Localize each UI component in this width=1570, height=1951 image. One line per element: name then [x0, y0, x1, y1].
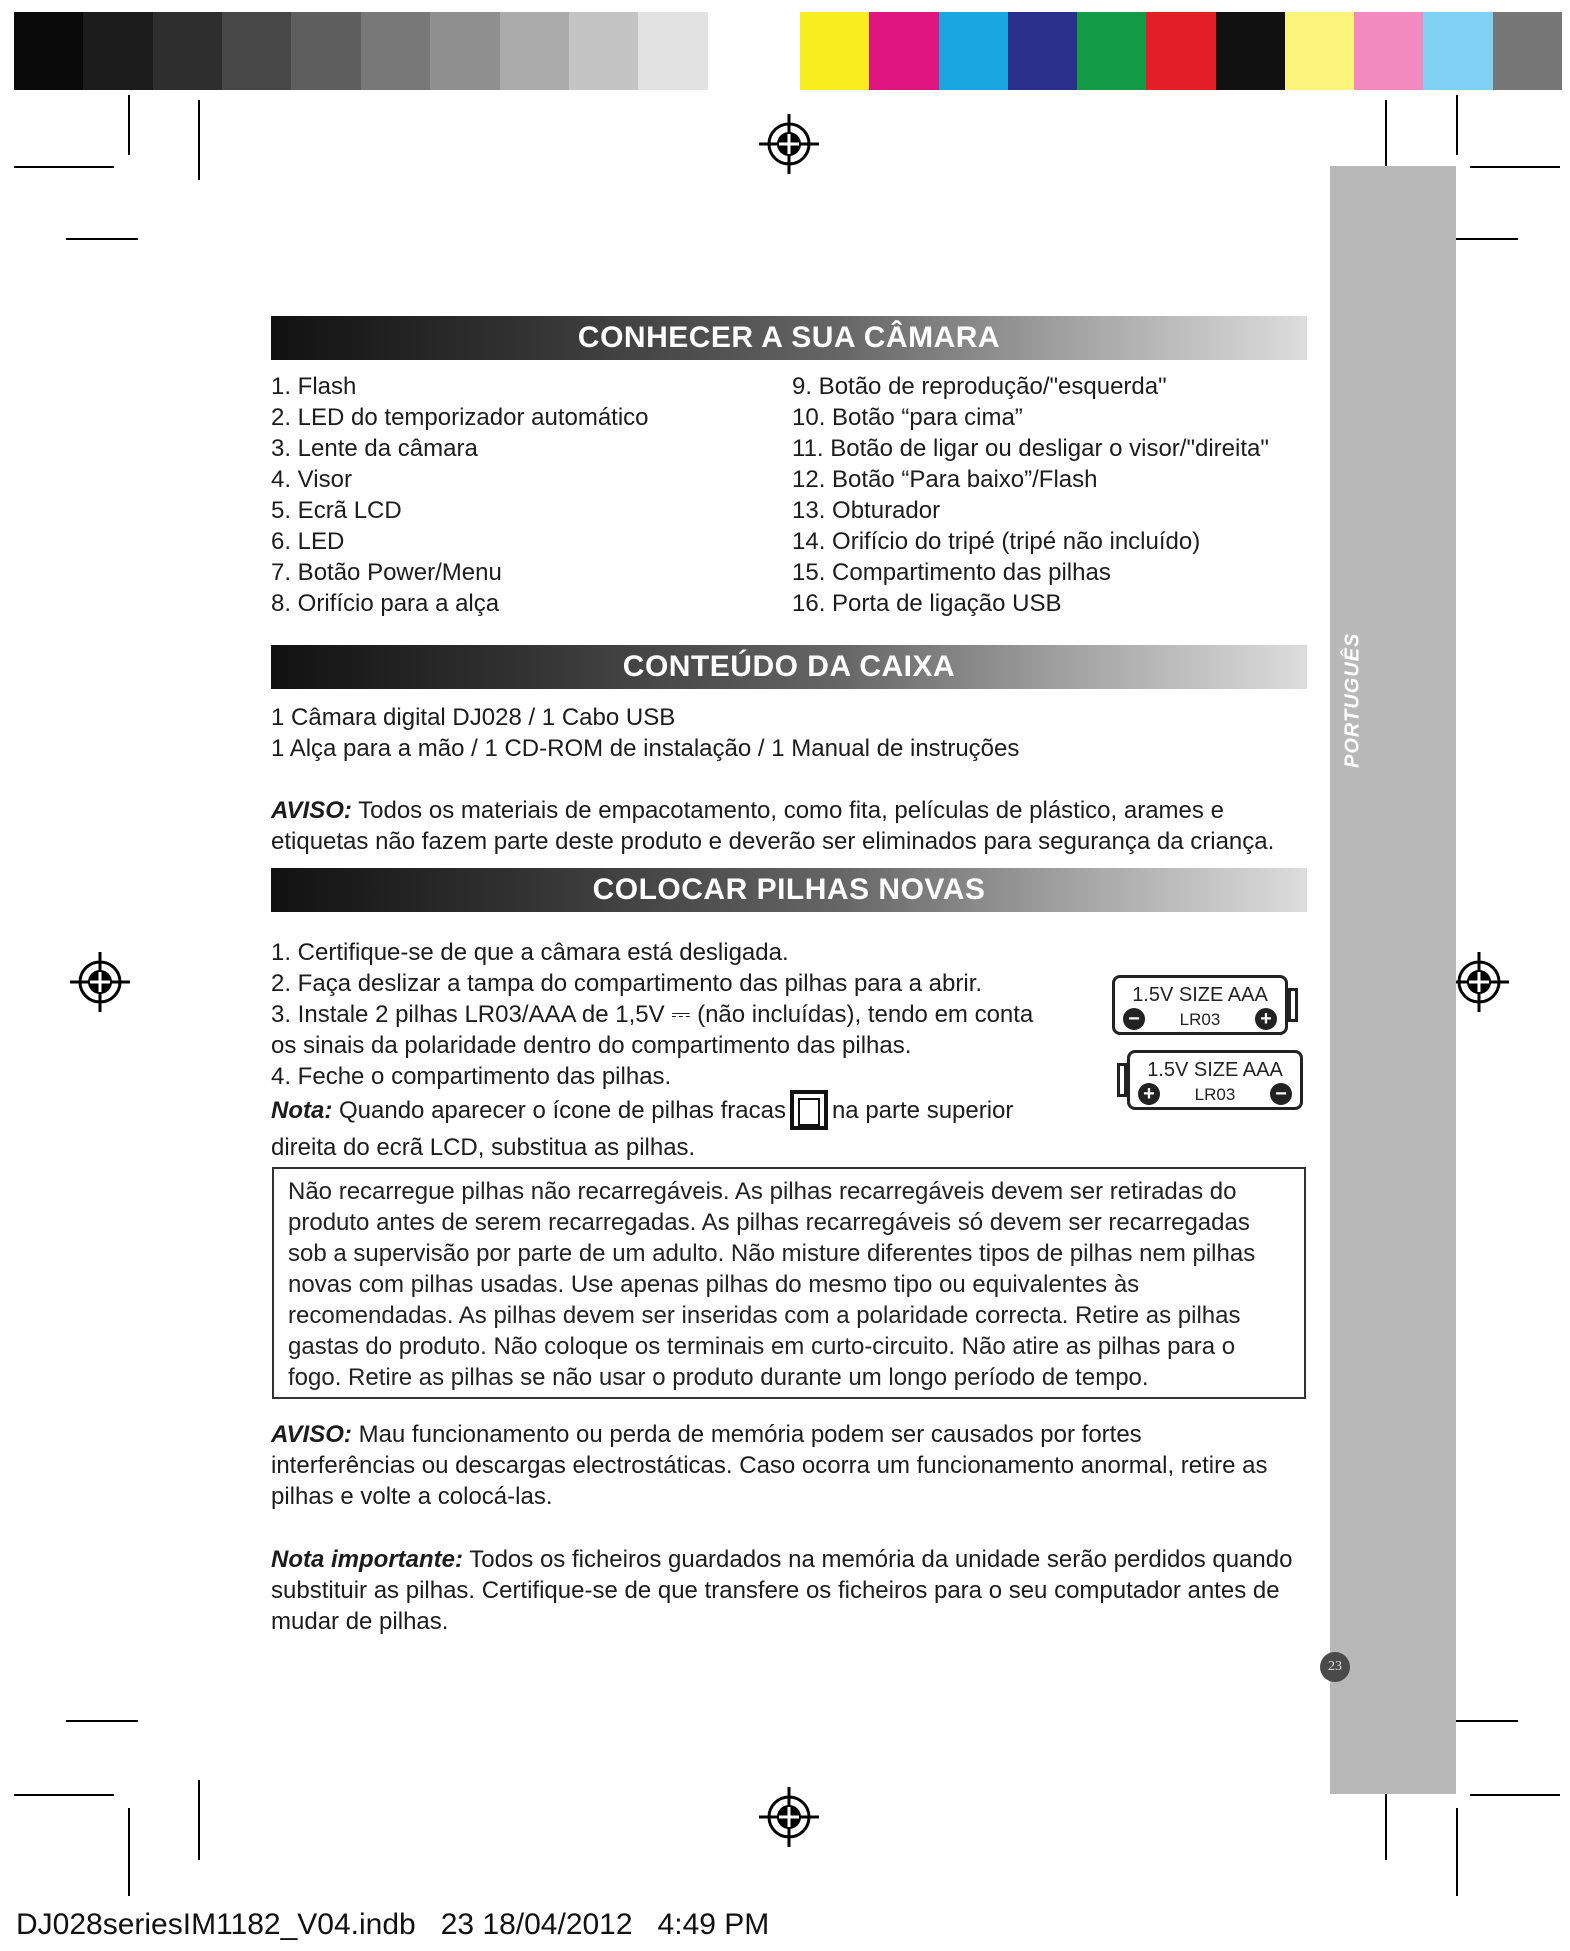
battery-safety-text: Não recarregue pilhas não recarregáveis. As pilhas recarregáveis devem ser retiradas do produto antes de serem recarregadas. As pilhas recarregáveis só devem ser recarregadas sob a supervisão por parte de um adulto. Não misture diferentes tipos de pilhas nem pilhas novas com pilhas usadas. Use apenas pilhas do mesmo tipo ou equivalentes às recomendadas. As pilhas devem ser inseridas com a polaridade correcta. Retire as pilhas gastas do produto. Não coloque os terminais em curto-circuito. Não atire as pilhas para o fogo. Retire as pilhas se não usar o produto durante um longo período de tempo. [288, 1178, 1256, 1391]
gray-swatch [14, 12, 83, 90]
battery-size-label: 1.5V SIZE AAA [1132, 984, 1268, 1006]
important-label: Nota importante: [271, 1546, 463, 1573]
crop-mark [198, 100, 200, 180]
list-item: 5. Ecrã LCD [271, 497, 402, 524]
interference-warning [271, 1419, 1271, 1512]
gray-swatch [153, 12, 222, 90]
parts-list-left [271, 371, 649, 619]
page-number: 23 [1320, 1652, 1350, 1682]
list-item: 2. LED do temporizador automático [271, 404, 649, 431]
box-contents-line: 1 Alça para a mão / 1 CD-ROM de instalação / 1 Manual de instruções [271, 735, 1020, 762]
battery-safety-box [272, 1167, 1306, 1399]
battery-steps [271, 937, 1041, 1163]
battery-step: 2. Faça deslizar a tampa do compartimento das pilhas para a abrir. [271, 970, 983, 997]
color-swatch [1077, 12, 1146, 90]
crop-mark [198, 1780, 200, 1860]
language-sidebar [1330, 166, 1456, 1794]
list-item: 14. Orifício do tripé (tripé não incluído) [792, 528, 1201, 555]
parts-list-right [792, 371, 1269, 619]
battery-type-label: LR03 [1179, 1010, 1221, 1029]
language-label: PORTUGUÊS [1341, 632, 1364, 768]
crop-mark [66, 238, 138, 240]
crop-mark [1456, 1808, 1458, 1896]
minus-terminal-icon: − [1270, 1083, 1292, 1105]
list-item: 3. Lente da câmara [271, 435, 478, 462]
note-text-cont: na parte superior direita do ecrã LCD, substitua as pilhas. [271, 1097, 1014, 1161]
battery-illustration [1112, 975, 1288, 1035]
box-contents-line: 1 Câmara digital DJ028 / 1 Cabo USB [271, 704, 676, 731]
box-contents [271, 702, 1019, 764]
battery-size-label: 1.5V SIZE AAA [1147, 1059, 1283, 1081]
color-swatch [1285, 12, 1354, 90]
color-swatch [1493, 12, 1562, 90]
low-battery-note [271, 1092, 1041, 1163]
gray-swatch [291, 12, 360, 90]
gray-swatch [430, 12, 499, 90]
gray-swatch [83, 12, 152, 90]
crop-mark [1456, 95, 1458, 155]
crop-mark [66, 1720, 138, 1722]
gray-swatch [569, 12, 638, 90]
list-item: 10. Botão “para cima” [792, 404, 1023, 431]
print-slug: DJ028seriesIM1182_V04.indb 23 18/04/2012 4:49 PM [16, 1908, 770, 1941]
registration-mark-icon [757, 112, 821, 176]
color-swatch [1008, 12, 1077, 90]
crop-mark [1470, 166, 1560, 168]
list-item: 9. Botão de reprodução/"esquerda" [792, 373, 1167, 400]
color-swatch [1146, 12, 1215, 90]
important-note [271, 1544, 1311, 1637]
crop-mark [128, 95, 130, 155]
list-item: 8. Orifício para a alça [271, 590, 500, 617]
important-text: Todos os ficheiros guardados na memória da unidade serão perdidos quando substituir as pilhas. Certifique-se de que transfere os ficheiros para o seu computador antes de mudar de pilhas. [271, 1546, 1293, 1635]
list-item: 15. Compartimento das pilhas [792, 559, 1111, 586]
crop-mark [1470, 1794, 1560, 1796]
battery-step: 1. Certifique-se de que a câmara está desligada. [271, 939, 789, 966]
color-swatch [800, 12, 869, 90]
gray-swatch [638, 12, 707, 90]
list-item: 7. Botão Power/Menu [271, 559, 502, 586]
list-item: 4. Visor [271, 466, 352, 493]
list-item: 11. Botão de ligar ou desligar o visor/"direita" [792, 435, 1269, 462]
section-heading-pilhas: COLOCAR PILHAS NOVAS [271, 868, 1307, 912]
list-item: 16. Porta de ligação USB [792, 590, 1062, 617]
battery-step: 4. Feche o compartimento das pilhas. [271, 1063, 672, 1090]
battery-step: 3. Instale 2 pilhas LR03/AAA de 1,5V ⎓ (não incluídas), tendo em conta os sinais da polaridade dentro do compartimento das pilhas. [271, 1001, 1034, 1059]
crop-mark [14, 1794, 114, 1796]
crop-mark [128, 1808, 130, 1896]
warning-label: AVISO: [271, 797, 352, 824]
battery-nub [1117, 1063, 1127, 1097]
crop-mark [14, 166, 114, 168]
note-text: Quando aparecer o ícone de pilhas fracas [332, 1097, 786, 1125]
color-swatch [869, 12, 938, 90]
color-swatch [1216, 12, 1285, 90]
color-swatch [1423, 12, 1492, 90]
registration-mark-icon [68, 950, 132, 1014]
packaging-warning [271, 795, 1311, 857]
low-battery-icon [790, 1090, 828, 1130]
gray-swatch [500, 12, 569, 90]
crop-mark [1456, 238, 1518, 240]
battery-illustration [1127, 1050, 1303, 1110]
list-item: 1. Flash [271, 373, 357, 400]
crop-mark [1456, 1720, 1518, 1722]
color-calibration-bar [800, 12, 1562, 90]
registration-mark-icon [757, 1785, 821, 1849]
warning-text: Mau funcionamento ou perda de memória podem ser causados por fortes interferências ou descargas electrostáticas. Caso ocorra um funcionamento anormal, retire as pilhas e volte a colocá-las. [271, 1421, 1268, 1510]
color-swatch [1354, 12, 1423, 90]
battery-type-label: LR03 [1194, 1085, 1236, 1104]
minus-terminal-icon: − [1123, 1008, 1145, 1030]
gray-swatch [708, 12, 777, 90]
section-heading-conhecer: CONHECER A SUA CÂMARA [271, 316, 1307, 360]
section-heading-conteudo: CONTEÚDO DA CAIXA [271, 645, 1307, 689]
list-item: 6. LED [271, 528, 345, 555]
gray-swatch [361, 12, 430, 90]
plus-terminal-icon: + [1138, 1083, 1160, 1105]
grayscale-calibration-bar [14, 12, 777, 90]
warning-text: Todos os materiais de empacotamento, como fita, películas de plástico, arames e etiquetas não fazem parte deste produto e deverão ser eliminados para segurança da criança. [271, 797, 1275, 855]
registration-mark-icon [1447, 950, 1511, 1014]
list-item: 12. Botão “Para baixo”/Flash [792, 466, 1098, 493]
warning-label: AVISO: [271, 1421, 352, 1448]
plus-terminal-icon: + [1255, 1008, 1277, 1030]
battery-nub [1288, 988, 1298, 1022]
gray-swatch [222, 12, 291, 90]
list-item: 13. Obturador [792, 497, 941, 524]
note-label: Nota: [271, 1097, 333, 1125]
color-swatch [939, 12, 1008, 90]
